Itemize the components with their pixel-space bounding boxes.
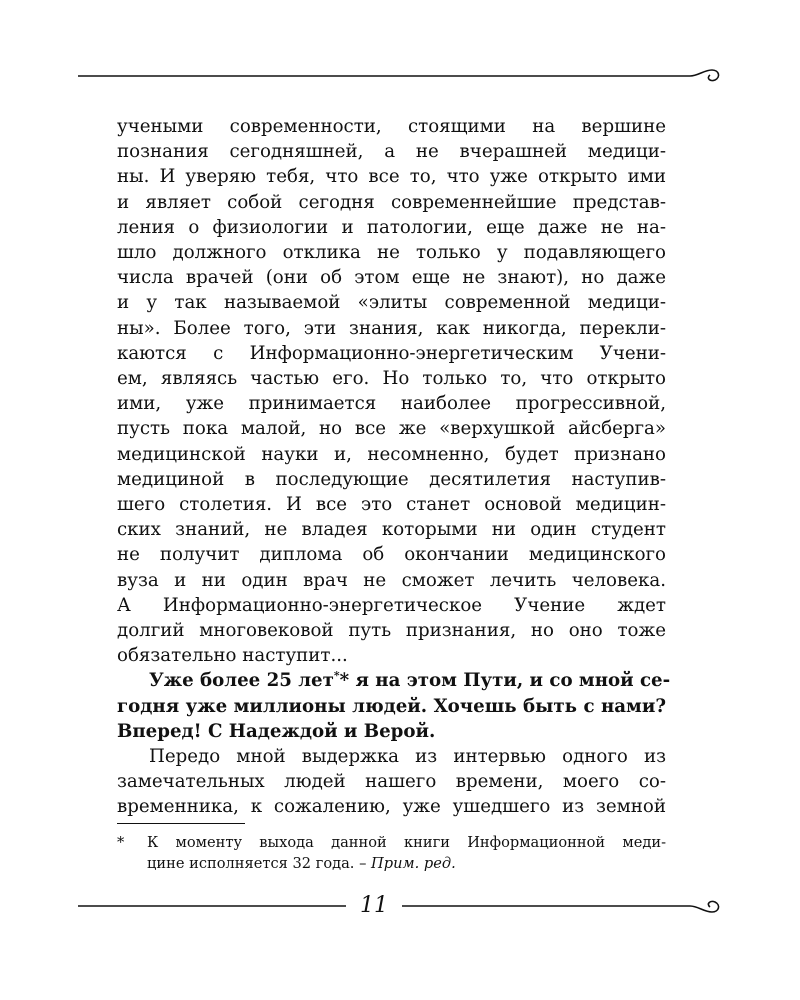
footnote-text: цине исполняется 32 года. – [147,855,372,872]
text-line: не получит диплома об окончании медицинского [117,544,666,566]
footnote [117,832,666,874]
text-line: Передо мной выдержка из интервью одного из [149,746,666,768]
text-line: ны. И уверяю тебя, что все то, что уже открыто ими [117,166,666,188]
text-line: и у так называемой «элиты современной медици- [117,292,666,314]
text-line: учеными современности, стоящими на вершине [117,116,666,137]
text-line: пусть пока малой, но все же «верхушкой айсберга» [117,418,666,440]
footnote-line [117,832,666,853]
footnote-editor-note: Прим. ред. [371,855,456,872]
text-line: долгий многовековой путь признания, но оно тоже [117,620,666,642]
page-number: 11 [360,893,388,918]
text-line: и являет собой сегодня современнейшие представ- [117,191,666,213]
footnote-reference: * [333,669,340,683]
text-line: ских знаний, не владея которыми ни один студент [117,519,666,541]
text-line: медицинской науки и, несомненно, будет признано [117,443,666,465]
text-line: числа врачей (они об этом еще не знают), но даже [117,267,666,289]
bold-text-line [117,668,671,693]
text-line: обязательно наступит... [117,645,348,667]
text-line: шло должного отклика не только у подавляющего [117,242,666,264]
footnote-separator [117,823,245,824]
text-line: каются с Информационно-энергетическим Учени- [117,342,666,364]
text-line: познания сегодняшней, а не вчерашней медици- [117,141,666,163]
top-decorative-rule [78,62,723,90]
main-text [117,114,671,820]
footnote-marker: * [117,834,125,851]
text-line: ем, являясь частью его. Но только то, что открыто [117,368,666,390]
text-line: ления о физиологии и патологии, еще даже не на- [117,216,666,238]
text-line: ими, уже принимается наиболее прогрессивной, [117,393,666,415]
bottom-decorative-rule [78,892,723,922]
footnote-line [117,853,666,874]
text-line: вуза и ни один врач не сможет лечить человека. [117,569,666,591]
bold-text-line: годня уже миллионы людей. Хочешь быть с нами? [117,695,666,717]
text-line: ны». Более того, эти знания, как никогда, перекли- [117,317,666,339]
text-line: А Информационно-энергетическое Учение ждет [117,594,666,616]
footnote-text: К моменту выхода данной книги Информационной меди- [147,834,666,851]
bold-text-line: Вперед! С Надеждой и Верой. [117,720,436,742]
bold-text-fragment: Уже более 25 лет [149,670,334,692]
text-line: временника, к сожалению, уже ушедшего из земной [117,796,666,818]
bold-text-fragment: * я на этом Пути, и со мной се- [339,670,671,692]
text-line: замечательных людей нашего времени, моего со- [117,771,666,793]
text-line: шего столетия. И все это станет основой медицин- [117,494,666,516]
text-line: медициной в последующие десятилетия наступив- [117,468,666,490]
